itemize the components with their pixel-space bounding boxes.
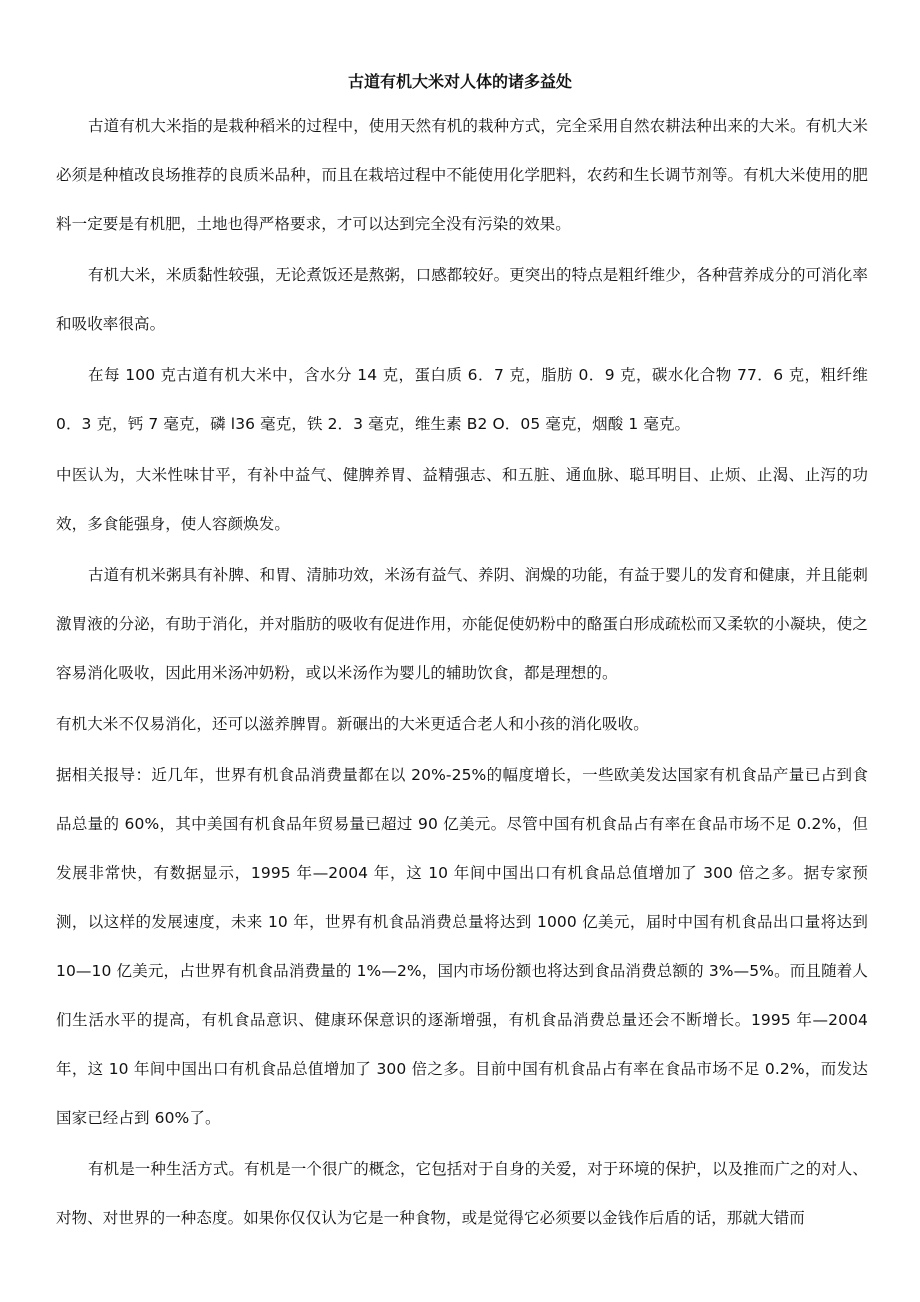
document-body: [56, 102, 868, 1245]
paragraph-intro: 古道有机大米指的是栽种稻米的过程中，使用天然有机的栽种方式，完全采用自然农耕法种出来的大米。有机大米必须是种植改良场推荐的良质米品种，而且在栽培过程中不能使用化学肥料，农药和生长调节剂等。有机大米使用的肥料一定要是有机肥，土地也得严格要求，才可以达到完全没有污染的效果。: [56, 117, 869, 233]
paragraph-nutrition: 在每 100 克古道有机大米中，含水分 14 克，蛋白质 6．7 克，脂肪 0．9 克，碳水化合物 77．6 克，粗纤维 0．3 克，钙 7 毫克，磷 l36 毫克，铁 2．3 毫克，维生素 B2 O．05 毫克，烟酸 1 毫克。: [56, 366, 868, 433]
paragraph-porridge: 古道有机米粥具有补脾、和胃、清肺功效，米汤有益气、养阴、润燥的功能，有益于婴儿的发育和健康，并且能刺激胃液的分泌，有助于消化，并对脂肪的吸收有促进作用，亦能促使奶粉中的酪蛋白形成疏松而又柔软的小凝块，使之容易消化吸收，因此用米汤冲奶粉，或以米汤作为婴儿的辅助饮食，都是理想的。: [56, 566, 869, 682]
paragraph-digestion: 有机大米不仅易消化，还可以滋养脾胃。新碾出的大米更适合老人和小孩的消化吸收。: [56, 715, 649, 733]
document-title: 古道有机大米对人体的诸多益处: [347, 72, 572, 91]
paragraph-lifestyle: 有机是一种生活方式。有机是一个很广的概念，它包括对于自身的关爱，对于环境的保护，以及推而广之的对人、对物、对世界的一种态度。如果你仅仅认为它是一种食物，或是觉得它必须要以金钱作后盾的话，那就大错而: [56, 1160, 869, 1227]
paragraph-texture: 有机大米，米质黏性较强，无论煮饭还是熬粥，口感都较好。更突出的特点是粗纤维少，各种营养成分的可消化率和吸收率很高。: [56, 266, 869, 333]
paragraph-tcm: 中医认为，大米性味甘平，有补中益气、健脾养胃、益精强志、和五脏、通血脉、聪耳明目、止烦、止渴、止泻的功效，多食能强身，使人容颜焕发。: [56, 466, 868, 533]
paragraph-market-report: 据相关报导：近几年，世界有机食品消费量都在以 20%-25%的幅度增长，一些欧美发达国家有机食品产量已占到食品总量的 60%，其中美国有机食品年贸易量已超过 90 亿美元。尽管中国有机食品占有率在食品市场不足 0.2%，但发展非常快，有数据显示，1995 年—2004 年，这 10 年间中国出口有机食品总值增加了 300 倍之多。据专家预测，以这样的发展速度，未来 10 年，世界有机食品消费总量将达到 1000 亿美元，届时中国有机食品出口量将达到 10—10 亿美元，占世界有机食品消费量的 1%—2%，国内市场份额也将达到食品消费总额的 3%—5%。而且随着人们生活水平的提高，有机食品意识、健康环保意识的逐渐增强，有机食品消费总量还会不断增长。1995 年—2004 年，这 10 年间中国出口有机食品总值增加了 300 倍之多。目前中国有机食品占有率在食品市场不足 0.2%，而发达国家已经占到 60%了。: [56, 766, 868, 1127]
